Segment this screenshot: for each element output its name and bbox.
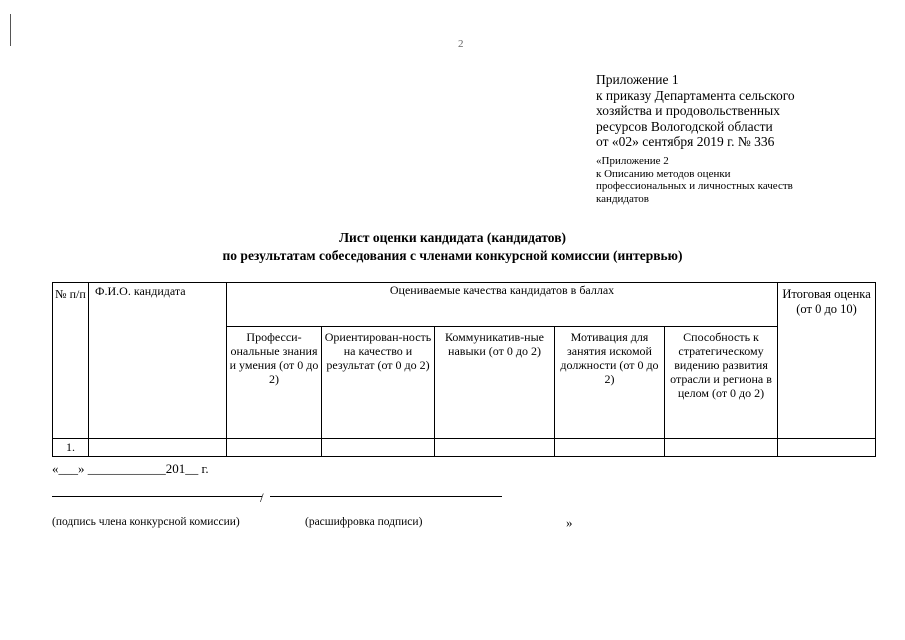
signature-line	[52, 496, 262, 497]
appendix-subheader	[596, 155, 793, 205]
row-number: 1.	[53, 439, 89, 457]
cell-score[interactable]	[322, 439, 435, 457]
scan-edge-mark	[10, 14, 11, 46]
cell-score[interactable]	[665, 439, 778, 457]
appendix-header	[596, 72, 795, 150]
header-professional-knowledge: Професси-ональные знания и умения (от 0 до 2)	[227, 327, 322, 439]
document-title: Лист оценки кандидата (кандидатов)	[338, 230, 566, 245]
header-criteria: Оцениваемые качества кандидатов в баллах	[227, 283, 778, 327]
header-quality-orientation: Ориентирован-ность на качество и результат (от 0 до 2)	[322, 327, 435, 439]
header-total-score: Итоговая оценка (от 0 до 10)	[778, 283, 876, 439]
appendix-subline: кандидатов	[596, 192, 649, 205]
signature-caption: (подпись члена конкурсной комиссии)	[52, 516, 240, 528]
appendix-line: к приказу Департамента сельского	[596, 87, 795, 103]
assessment-table	[52, 282, 876, 457]
signature-separator: /	[260, 490, 264, 505]
cell-score[interactable]	[555, 439, 665, 457]
header-motivation: Мотивация для занятия искомой должности (от 0 до 2)	[555, 327, 665, 439]
appendix-subline: «Приложение 2	[596, 155, 669, 167]
header-candidate-name: Ф.И.О. кандидата	[89, 283, 227, 439]
cell-score[interactable]	[435, 439, 555, 457]
signature-decode-caption: (расшифровка подписи)	[305, 516, 423, 528]
document-subtitle: по результатам собеседования с членами конкурсной комиссии (интервью)	[222, 248, 683, 263]
signature-decode-line	[270, 496, 502, 497]
appendix-subline: к Описанию методов оценки	[596, 167, 731, 180]
page-number: 2	[458, 38, 464, 50]
table-row	[53, 439, 876, 457]
appendix-line: от «02» сентября 2019 г. № 336	[596, 134, 775, 149]
appendix-line: Приложение 1	[596, 72, 679, 87]
cell-candidate-name[interactable]	[89, 439, 227, 457]
appendix-subline: профессиональных и личностных качеств	[596, 180, 793, 192]
appendix-line: ресурсов Вологодской области	[596, 118, 773, 134]
cell-total-score[interactable]	[778, 439, 876, 457]
appendix-line: хозяйства и продовольственных	[596, 103, 780, 118]
header-communication-skills: Коммуникатив-ные навыки (от 0 до 2)	[435, 327, 555, 439]
cell-score[interactable]	[227, 439, 322, 457]
header-number: № п/п	[53, 283, 89, 439]
closing-quote: »	[566, 515, 573, 530]
header-strategic-vision: Способность к стратегическому видению развития отрасли и региона в целом (от 0 до 2)	[665, 327, 778, 439]
date-line: «___» ____________201__ г.	[52, 461, 209, 476]
